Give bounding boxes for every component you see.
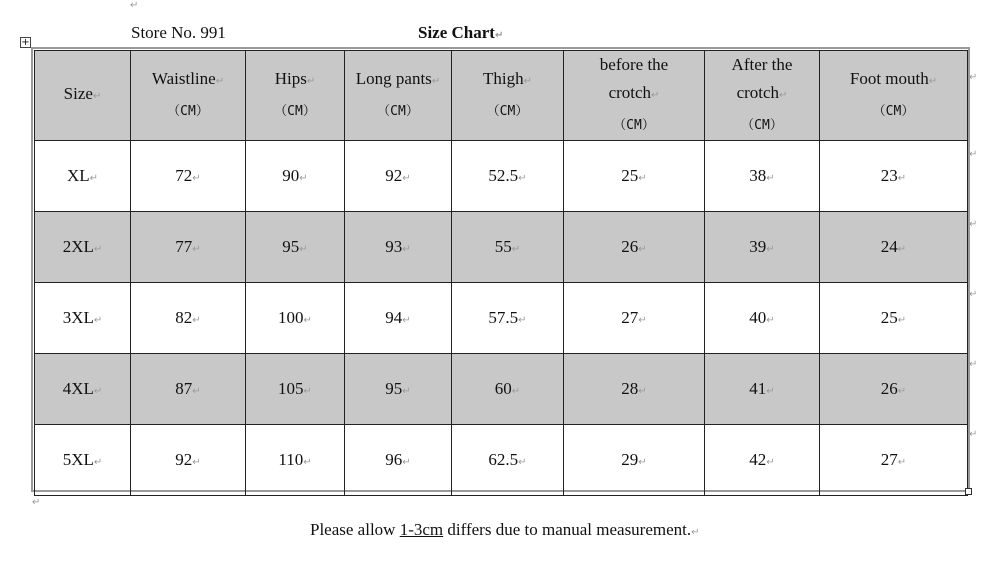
value-cell: 72↵ [131, 141, 246, 212]
value-cell: 94↵ [345, 283, 452, 354]
paragraph-mark-icon: ↵ [299, 244, 308, 255]
header-unit: （CM） [167, 104, 209, 119]
value-cell: 100↵ [246, 283, 345, 354]
paragraph-mark-icon: ↵ [511, 386, 521, 397]
value-cell: 24↵ [820, 212, 968, 283]
header-label: crotch [608, 83, 652, 102]
value-cell: 41↵ [705, 354, 820, 425]
value-cell: 55↵ [452, 212, 564, 283]
table-row [35, 283, 968, 354]
value-cell: 42↵ [705, 425, 820, 496]
value-cell: 95↵ [246, 212, 345, 283]
header-label: before the [599, 55, 669, 74]
header-cell [345, 51, 452, 141]
paragraph-mark-icon: ↵ [303, 386, 312, 397]
paragraph-mark-icon: ↵ [402, 457, 411, 468]
value-cell: 105↵ [246, 354, 345, 425]
paragraph-mark-icon: ↵ [215, 76, 225, 87]
paragraph-mark-icon: ↵ [897, 244, 907, 255]
paragraph-mark-icon: ↵ [897, 386, 907, 397]
value-cell: 26↵ [820, 354, 968, 425]
paragraph-mark-icon: ↵ [93, 457, 103, 468]
paragraph-mark-icon: ↵ [651, 90, 660, 101]
paragraph-mark-icon: ↵ [303, 457, 312, 468]
value-cell: 26↵ [564, 212, 705, 283]
paragraph-mark-icon: ↵ [89, 173, 99, 184]
header-cell [246, 51, 345, 141]
paragraph-mark-icon: ↵ [511, 244, 521, 255]
paragraph-mark-icon: ↵ [402, 173, 411, 184]
table-header-row [35, 51, 968, 141]
paragraph-mark-icon: ↵ [494, 30, 504, 41]
size-cell: 3XL↵ [35, 283, 131, 354]
header-label: Foot mouth [849, 69, 929, 88]
paragraph-mark-icon: ↵ [192, 244, 201, 255]
paragraph-mark-icon: ↵ [192, 457, 201, 468]
table-row [35, 212, 968, 283]
header-cell [705, 51, 820, 141]
paragraph-mark-icon: ↵ [93, 386, 103, 397]
paragraph-mark-icon: ↵ [638, 244, 647, 255]
table-row [35, 354, 968, 425]
value-cell: 38↵ [705, 141, 820, 212]
header-cell-size: Size↵ [35, 51, 131, 141]
size-cell: 2XL↵ [35, 212, 131, 283]
paragraph-mark-icon: ↵ [303, 315, 312, 326]
value-cell: 25↵ [564, 141, 705, 212]
paragraph-mark-icon: ↵ [92, 91, 102, 102]
paragraph-mark-icon: ↵ [897, 457, 907, 468]
value-cell: 110↵ [246, 425, 345, 496]
paragraph-mark-icon: ↵ [402, 386, 411, 397]
value-cell: 23↵ [820, 141, 968, 212]
paragraph-mark-icon: ↵ [93, 244, 103, 255]
header-cell [564, 51, 705, 141]
paragraph-mark-icon: ↵ [130, 0, 139, 11]
paragraph-mark-icon: ↵ [638, 457, 647, 468]
row-end-mark-icon: ↵ [969, 149, 978, 160]
paragraph-mark-icon: ↵ [766, 315, 775, 326]
paragraph-mark-icon: ↵ [928, 76, 938, 87]
paragraph-mark-icon: ↵ [299, 173, 308, 184]
value-cell: 93↵ [345, 212, 452, 283]
paragraph-mark-icon: ↵ [402, 244, 411, 255]
paragraph-mark-icon: ↵ [638, 386, 647, 397]
header-unit: （CM） [613, 118, 655, 133]
table-resize-handle-icon[interactable] [965, 488, 972, 495]
header-label: Thigh [483, 69, 524, 88]
paragraph-mark-icon: ↵ [192, 386, 201, 397]
paragraph-mark-icon: ↵ [523, 76, 532, 87]
value-cell: 82↵ [131, 283, 246, 354]
header-cell [820, 51, 968, 141]
size-chart-frame [31, 47, 970, 492]
row-end-mark-icon: ↵ [969, 359, 978, 370]
paragraph-mark-icon: ↵ [766, 244, 775, 255]
value-cell: 90↵ [246, 141, 345, 212]
paragraph-mark-icon: ↵ [766, 386, 775, 397]
header-cell [452, 51, 564, 141]
paragraph-mark-icon: ↵ [897, 315, 907, 326]
header-cell [131, 51, 246, 141]
value-cell: 25↵ [820, 283, 968, 354]
table-row [35, 141, 968, 212]
header-label: After the [731, 55, 793, 74]
table-move-handle-icon[interactable]: + [21, 37, 30, 48]
paragraph-mark-icon: ↵ [691, 527, 700, 538]
value-cell: 29↵ [564, 425, 705, 496]
value-cell: 60↵ [452, 354, 564, 425]
paragraph-mark-icon: ↵ [766, 173, 775, 184]
paragraph-mark-icon: ↵ [518, 457, 527, 468]
size-cell: 4XL↵ [35, 354, 131, 425]
header-label: Waistline [151, 69, 216, 88]
paragraph-mark-icon: ↵ [32, 497, 41, 508]
row-end-mark-icon: ↵ [969, 429, 978, 440]
header-unit: （CM） [274, 104, 316, 119]
page-title: Size Chart↵ [418, 23, 504, 42]
header-unit: （CM） [741, 118, 783, 133]
value-cell: 92↵ [345, 141, 452, 212]
header-label: crotch [736, 83, 780, 102]
paragraph-mark-icon: ↵ [518, 315, 527, 326]
paragraph-mark-icon: ↵ [638, 173, 647, 184]
value-cell: 77↵ [131, 212, 246, 283]
value-cell: 39↵ [705, 212, 820, 283]
paragraph-mark-icon: ↵ [431, 76, 441, 87]
value-cell: 62.5↵ [452, 425, 564, 496]
value-cell: 27↵ [564, 283, 705, 354]
value-cell: 28↵ [564, 354, 705, 425]
paragraph-mark-icon: ↵ [779, 90, 788, 101]
value-cell: 40↵ [705, 283, 820, 354]
header-label: Long pants [355, 69, 432, 88]
header-label: Hips [274, 69, 307, 88]
value-cell: 27↵ [820, 425, 968, 496]
table-row [35, 425, 968, 496]
value-cell: 87↵ [131, 354, 246, 425]
value-cell: 52.5↵ [452, 141, 564, 212]
value-cell: 92↵ [131, 425, 246, 496]
paragraph-mark-icon: ↵ [766, 457, 775, 468]
value-cell: 95↵ [345, 354, 452, 425]
size-cell: 5XL↵ [35, 425, 131, 496]
paragraph-mark-icon: ↵ [306, 76, 316, 87]
measurement-note: Please allow 1-3cm differs due to manual measurement.↵ [310, 520, 700, 539]
store-number: Store No. 991 [131, 23, 226, 42]
paragraph-mark-icon: ↵ [518, 173, 527, 184]
header-unit: （CM） [872, 104, 915, 119]
size-cell: XL↵ [35, 141, 131, 212]
paragraph-mark-icon: ↵ [93, 315, 103, 326]
row-end-mark-icon: ↵ [969, 289, 978, 300]
value-cell: 57.5↵ [452, 283, 564, 354]
size-chart-table [34, 50, 968, 496]
paragraph-mark-icon: ↵ [897, 173, 907, 184]
row-end-mark-icon: ↵ [969, 72, 978, 83]
paragraph-mark-icon: ↵ [192, 173, 201, 184]
header-unit: （CM） [486, 104, 529, 119]
paragraph-mark-icon: ↵ [192, 315, 201, 326]
paragraph-mark-icon: ↵ [638, 315, 647, 326]
paragraph-mark-icon: ↵ [402, 315, 411, 326]
header-unit: （CM） [377, 104, 419, 119]
row-end-mark-icon: ↵ [969, 219, 978, 230]
value-cell: 96↵ [345, 425, 452, 496]
